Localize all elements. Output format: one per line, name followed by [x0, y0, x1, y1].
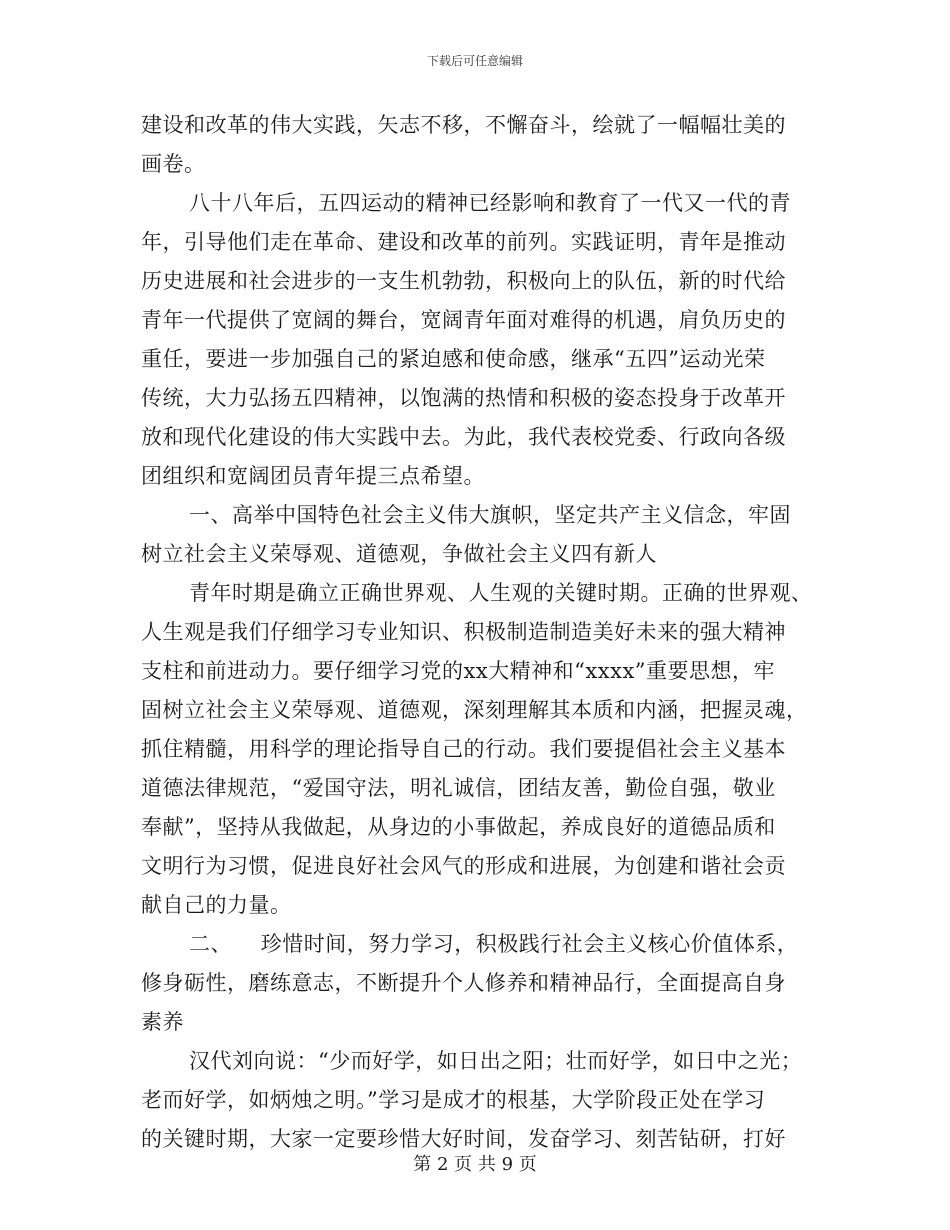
text-line: 历史进展和社会进步的一支生机勃勃，积极向上的队伍，新的时代给: [141, 269, 786, 293]
section-heading-line: 树立社会主义荣辱观、道德观，争做社会主义四有新人: [141, 542, 657, 566]
text-line: 年，引导他们走在革命、建设和改革的前列。实践证明，青年是推动: [141, 230, 786, 254]
text-line: 献自己的力量。: [141, 893, 292, 917]
section-heading-line: 素养: [141, 1010, 184, 1034]
text-line: 道德法律规范，“爱国守法，明礼诚信，团结友善，勤俭自强，敬业: [141, 776, 776, 800]
text-line: 青年一代提供了宽阔的舞台，宽阔青年面对难得的机遇，肩负历史的: [141, 308, 786, 332]
text-line: 老而好学，如炳烛之明。”学习是成才的根基，大学阶段正处在学习: [141, 1088, 766, 1112]
text-line: 抓住精髓，用科学的理论指导自己的行动。我们要提倡社会主义基本: [141, 737, 786, 761]
text-line: 放和现代化建设的伟大实践中去。为此，我代表校党委、行政向各级: [141, 425, 786, 449]
text-line: 建设和改革的伟大实践，矢志不移，不懈奋斗，绘就了一幅幅壮美的: [141, 113, 786, 137]
page-number-footer: 第 2 页 共 9 页: [413, 1154, 537, 1175]
text-line: 人生观是我们仔细学习专业知识、积极制造制造美好未来的强大精神: [141, 620, 786, 644]
text-line: 传统，大力弘扬五四精神，以饱满的热情和积极的姿态投身于改革开: [141, 386, 786, 410]
text-line: 画卷。: [141, 152, 206, 176]
text-line: 的关键时期，大家一定要珍惜大好时间，发奋学习、刻苦钻研，打好: [141, 1127, 786, 1151]
section-heading-line: 修身砺性，磨练意志，不断提升个人修养和精神品行，全面提高自身: [141, 971, 786, 995]
section-heading-line: 二、 珍惜时间，努力学习，积极践行社会主义核心价值体系，: [189, 932, 799, 956]
document-body: [141, 106, 813, 1159]
text-line: 奉献”，坚持从我做起，从身边的小事做起，养成良好的道德品质和: [141, 815, 776, 839]
text-line: 支柱和前进动力。要仔细学习党的xx大精神和“xxxx”重要思想，牢: [141, 659, 776, 683]
text-line: 重任，要进一步加强自己的紧迫感和使命感，继承“五四”运动光荣: [141, 347, 766, 371]
paragraph-start-line: 汉代刘向说：“少而好学，如日出之阳；壮而好学，如日中之光；: [189, 1049, 803, 1073]
page-header-note: 下载后可任意编辑: [426, 54, 523, 68]
paragraph-start-line: 八十八年后，五四运动的精神已经影响和教育了一代又一代的青: [189, 191, 791, 215]
text-line: 固树立社会主义荣辱观、道德观，深刻理解其本质和内涵，把握灵魂，: [141, 698, 808, 722]
section-heading-line: 一、高举中国特色社会主义伟大旗帜，坚定共产主义信念，牢固: [189, 503, 791, 527]
text-line: 文明行为习惯，促进良好社会风气的形成和进展，为创建和谐社会贡: [141, 854, 786, 878]
text-line: 团组织和宽阔团员青年提三点希望。: [141, 464, 485, 488]
paragraph-start-line: 青年时期是确立正确世界观、人生观的关键时期。正确的世界观、: [189, 581, 813, 605]
